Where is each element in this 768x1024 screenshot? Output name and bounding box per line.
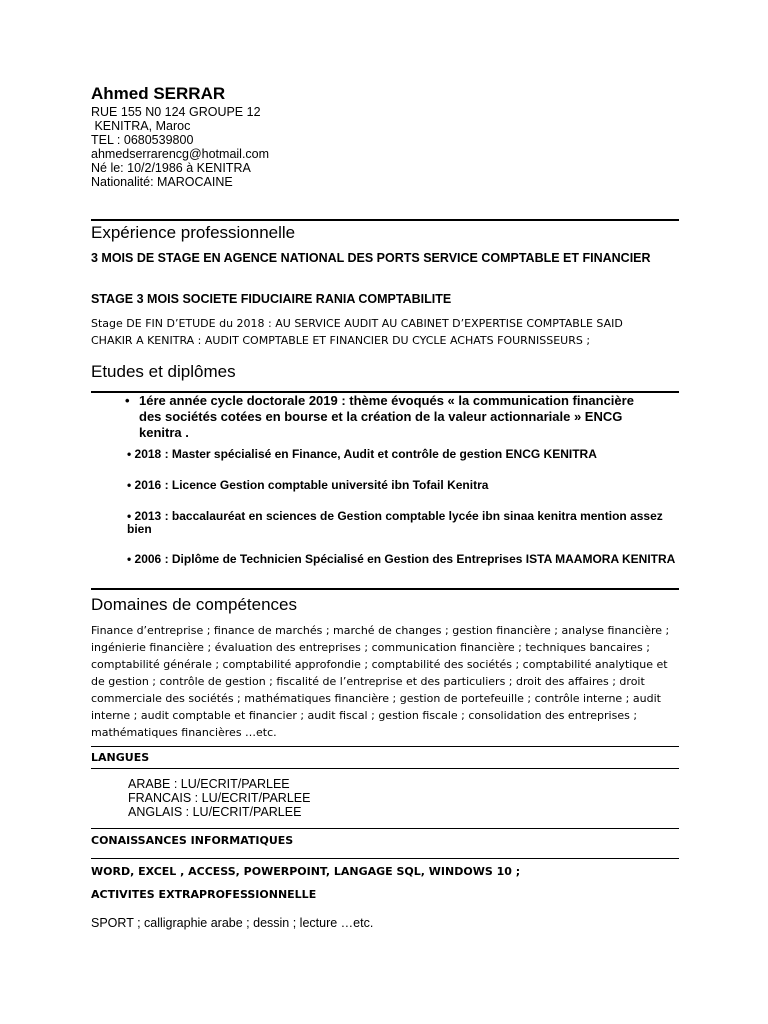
- skills-heading: Domaines de compétences: [91, 595, 298, 614]
- it-skills-heading: CONAISSANCES INFORMATIQUES: [91, 834, 294, 847]
- education-item: • 2006 : Diplôme de Technicien Spécialisé en Gestion des Entreprises ISTA MAAMORA KENITRA: [127, 552, 676, 566]
- language-item: ANGLAIS : LU/ECRIT/PARLEE: [128, 805, 302, 819]
- education-item: [125, 393, 655, 441]
- experience-item: 3 MOIS DE STAGE EN AGENCE NATIONAL DES PORTS SERVICE COMPTABLE ET FINANCIER: [91, 251, 651, 265]
- bullet-mark: •: [125, 393, 130, 408]
- phone-line: TEL : 0680539800: [91, 133, 194, 147]
- nationality-line: Nationalité: MAROCAINE: [91, 175, 233, 189]
- section-divider: [91, 828, 679, 829]
- section-divider: [91, 219, 679, 221]
- education-item: • 2018 : Master spécialisé en Finance, Audit et contrôle de gestion ENCG KENITRA: [127, 447, 597, 461]
- experience-item: STAGE 3 MOIS SOCIETE FIDUCIAIRE RANIA COMPTABILITE: [91, 292, 452, 306]
- email-line: ahmedserrarencg@hotmail.com: [91, 147, 270, 161]
- it-skills-text: WORD, EXCEL , ACCESS, POWERPOINT, LANGAGE SQL, WINDOWS 10 ;: [91, 865, 521, 878]
- experience-item: Stage DE FIN D’ETUDE du 2018 : AU SERVICE AUDIT AU CABINET D’EXPERTISE COMPTABLE SAID CHAKIR A KENITRA : AUDIT COMPTABLE ET FINANCIER DU CYCLE ACHATS FOURNISSEURS ;: [91, 317, 623, 347]
- education-item-text: 1ére année cycle doctorale 2019 : thème évoqués « la communication financière des sociétés cotées en bourse et la création de la valeur actionnariale » ENCG kenitra .: [139, 393, 634, 440]
- extra-heading: ACTIVITES EXTRAPROFESSIONNELLE: [91, 888, 317, 901]
- section-divider: [91, 858, 679, 859]
- section-divider: [91, 768, 679, 769]
- birth-line: Né le: 10/2/1986 à KENITRA: [91, 161, 251, 175]
- section-divider: [91, 588, 679, 590]
- contact-block: [91, 105, 269, 189]
- extra-text: SPORT ; calligraphie arabe ; dessin ; lecture …etc.: [91, 916, 374, 930]
- education-item: • 2016 : Licence Gestion comptable université ibn Tofail Kenitra: [127, 478, 489, 492]
- address-line: RUE 155 N0 124 GROUPE 12: [91, 105, 261, 119]
- skills-text: Finance d’entreprise ; finance de marchés ; marché de changes ; gestion financière ; analyse financière ; ingénierie financière ; évaluation des entreprises ; communication financière ; techniques bancaires ; comptabilité générale ; comptabilité approfondie ; comptabilité des sociétés ; comptabilité analytique et de gestion ; contrôle de gestion ; fiscalité de l’entreprise et des particuliers ; droit des affaires ; droit commerciale des sociétés ; mathématiques financière ; gestion de portefeuille ; contrôle interne ; audit interne ; audit comptable et financier ; audit fiscal ; gestion fiscale ; consolidation des entreprises ; mathématiques financières …etc.: [91, 624, 670, 739]
- education-heading: Etudes et diplômes: [91, 362, 236, 381]
- languages-heading: LANGUES: [91, 751, 150, 764]
- experience-heading: Expérience professionnelle: [91, 223, 296, 242]
- section-divider: [91, 746, 679, 747]
- candidate-name: Ahmed SERRAR: [91, 84, 226, 103]
- city-line: KENITRA, Maroc: [91, 119, 191, 133]
- languages-list: [128, 777, 310, 819]
- language-item: FRANCAIS : LU/ECRIT/PARLEE: [128, 791, 311, 805]
- language-item: ARABE : LU/ECRIT/PARLEE: [128, 777, 290, 791]
- education-item: • 2013 : baccalauréat en sciences de Gestion comptable lycée ibn sinaa kenitra mention assez bien: [127, 509, 663, 536]
